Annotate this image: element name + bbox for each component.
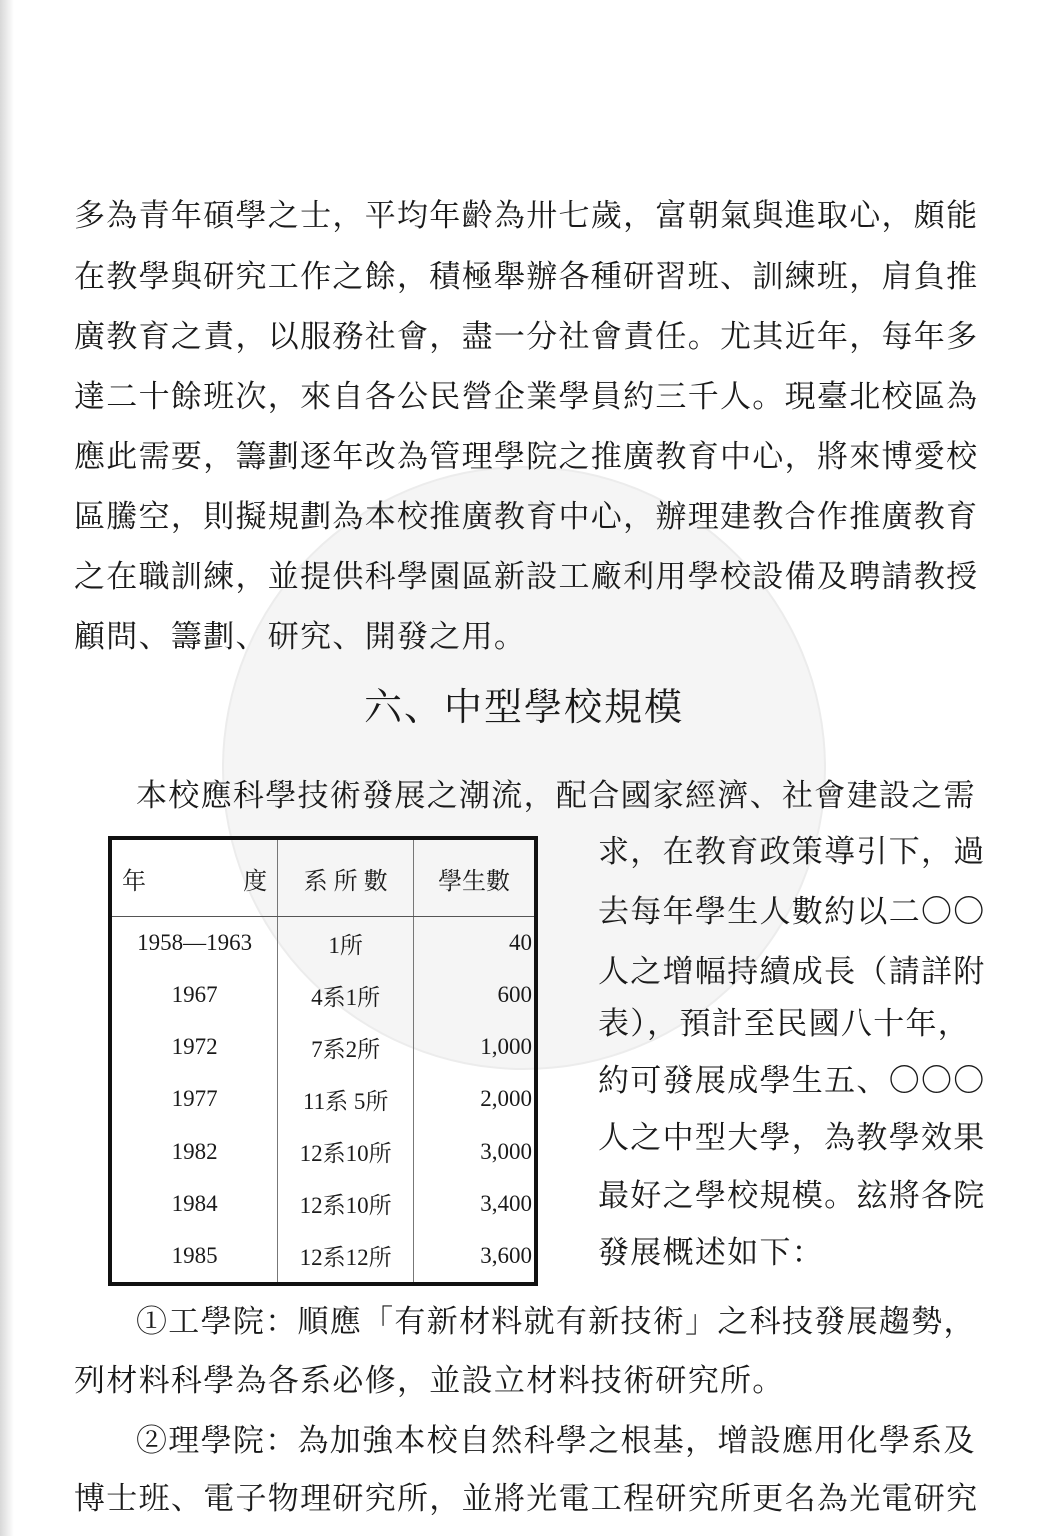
cell-students: 3,400	[414, 1178, 536, 1230]
header-students: 學生數	[414, 838, 536, 917]
text-line: 達二十餘班次，來自各公民營企業學員約三千人。現臺北校區為	[74, 379, 979, 415]
cell-departments: 12系10所	[278, 1125, 414, 1177]
header-year	[110, 838, 278, 917]
text-line: 應此需要，籌劃逐年改為管理學院之推廣教育中心，將來博愛校	[74, 439, 979, 475]
page-edge-shadow	[0, 0, 14, 1536]
text-line: 最好之學校規模。玆將各院	[598, 1178, 986, 1214]
text-line: 去每年學生人數約以二〇〇	[598, 894, 986, 930]
header-year-char-2: 度	[243, 868, 268, 895]
cell-departments: 1所	[278, 917, 414, 970]
cell-departments: 7系2所	[278, 1021, 414, 1073]
cell-year: 1977	[171, 1086, 218, 1112]
cell-year: 1985	[171, 1242, 218, 1268]
table-row	[110, 1230, 536, 1284]
enrollment-table	[108, 836, 538, 1286]
text-line: 人之增幅持續成長（請詳附	[598, 954, 986, 990]
table-row	[110, 1125, 536, 1177]
cell-students: 600	[414, 969, 536, 1021]
table-header-row	[110, 838, 536, 917]
header-year-char-1: 年	[122, 868, 146, 895]
text-line: 之在職訓練，並提供科學園區新設工廠利用學校設備及聘請教授	[74, 559, 979, 595]
cell-year: 1984	[171, 1190, 218, 1216]
table-row	[110, 1073, 536, 1125]
cell-students: 3,600	[414, 1230, 536, 1284]
table-row	[110, 1021, 536, 1073]
text-line: 多為青年碩學之士，平均年齡為卅七歲，富朝氣與進取心，頗能	[74, 198, 979, 234]
text-line: 列材料科學為各系必修，並設立材料技術研究所。	[74, 1363, 785, 1399]
text-line: ①工學院：順應「有新材料就有新技術」之科技發展趨勢，	[136, 1304, 976, 1340]
cell-departments: 4系1所	[278, 969, 414, 1021]
section-heading: 六、中型學校規模	[363, 685, 684, 729]
text-line: 求，在教育政策導引下，過	[598, 834, 986, 870]
cell-departments: 12系12所	[278, 1230, 414, 1284]
cell-year: 1958—1963	[137, 930, 253, 956]
cell-students: 3,000	[414, 1125, 536, 1177]
text-line: 約可發展成學生五、〇〇〇	[598, 1063, 986, 1099]
cell-departments: 11系 5所	[278, 1073, 414, 1125]
text-line: 顧問、籌劃、研究、開發之用。	[74, 619, 527, 655]
intro-line: 本校應科學技術發展之潮流，配合國家經濟、社會建設之需	[136, 778, 976, 814]
text-line: 發展概述如下：	[598, 1235, 825, 1271]
cell-departments: 12系10所	[278, 1178, 414, 1230]
cell-year: 1972	[171, 1034, 218, 1060]
text-line: 在教學與研究工作之餘，積極舉辦各種研習班、訓練班，肩負推	[74, 259, 979, 295]
cell-students: 1,000	[414, 1021, 536, 1073]
table-row	[110, 917, 536, 970]
text-line: 博士班、電子物理研究所，並將光電工程研究所更名為光電研究	[74, 1481, 979, 1517]
cell-year: 1967	[171, 982, 218, 1008]
text-line: ②理學院：為加強本校自然科學之根基，增設應用化學系及	[136, 1423, 976, 1459]
table-row	[110, 1178, 536, 1230]
text-line: 人之中型大學，為教學效果	[598, 1120, 986, 1156]
text-line: 廣教育之責，以服務社會，盡一分社會責任。尤其近年，每年多	[74, 319, 979, 355]
text-line: 表），預計至民國八十年，	[598, 1006, 971, 1042]
cell-year: 1982	[171, 1138, 218, 1164]
text-line: 區騰空，則擬規劃為本校推廣教育中心，辦理建教合作推廣教育	[74, 499, 979, 535]
table-row	[110, 969, 536, 1021]
cell-students: 2,000	[414, 1073, 536, 1125]
header-departments: 系 所 數	[278, 838, 414, 917]
cell-students: 40	[414, 917, 536, 970]
